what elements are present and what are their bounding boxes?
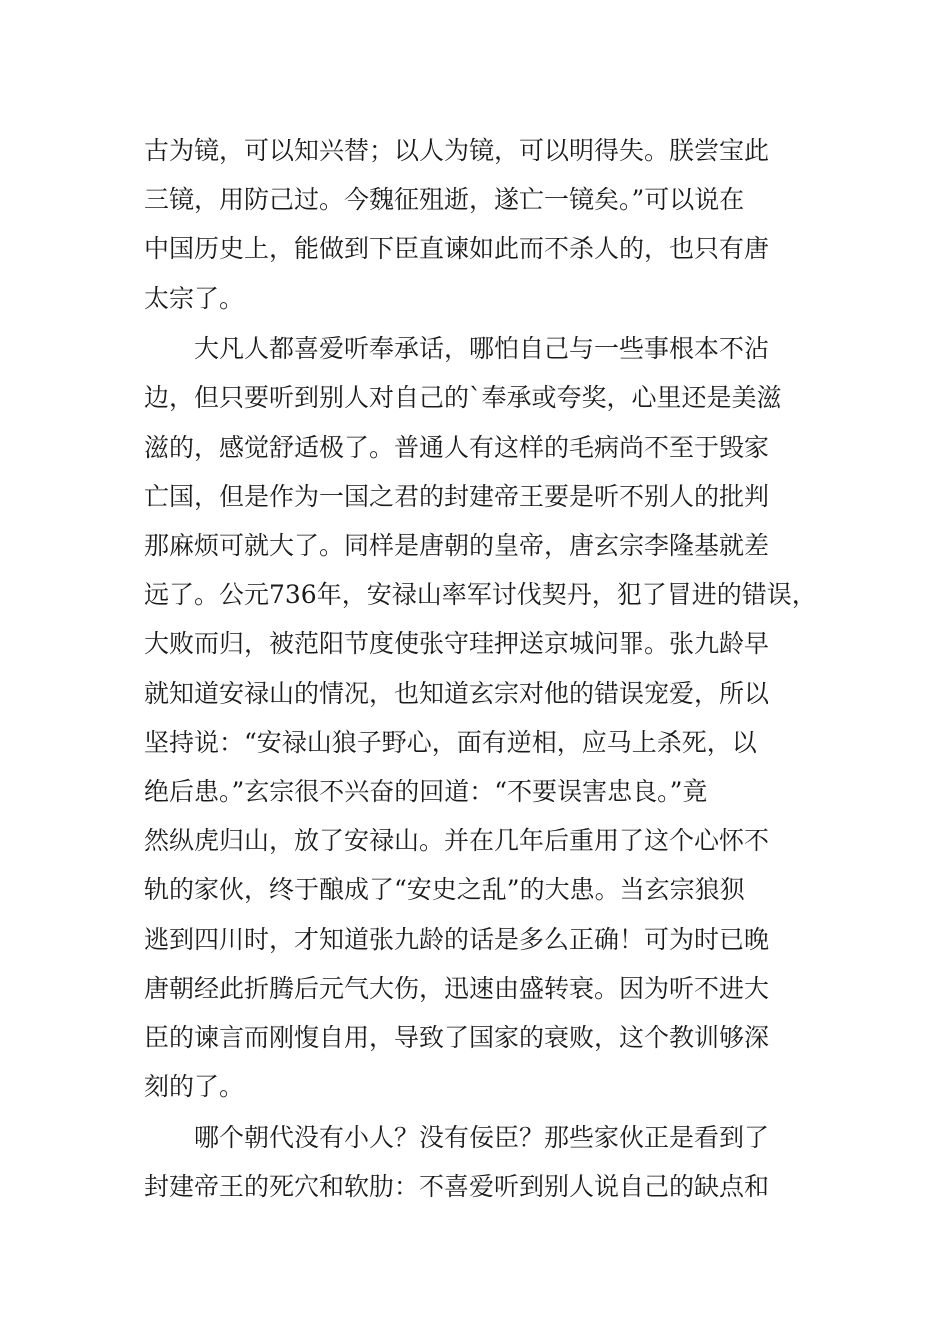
text-line: 远了。公元736年，安禄山率军讨伐契丹，犯了冒进的错误， xyxy=(144,580,817,610)
text-line: 古为镜，可以知兴替；以人为镜，可以明得失。朕尝宝此 xyxy=(144,136,770,165)
text-line: 绝后患。”玄宗很不兴奋的回道：“不要误害忠良。”竟 xyxy=(144,776,708,806)
body-text xyxy=(144,126,824,1211)
text-line: 边，但只要听到别人对自己的`奉承或夸奖，心里还是美滋 xyxy=(144,383,782,413)
text-line: 坚持说：“安禄山狼子野心，面有逆相，应马上杀死，以 xyxy=(144,727,757,757)
text-line: 大败而归，被范阳节度使张守珪押送京城问罪。张九龄早 xyxy=(144,629,770,659)
text-line: 逃到四川时，才知道张九龄的话是多么正确！可为时已晚 xyxy=(144,924,770,954)
text-line: 然纵虎归山，放了安禄山。并在几年后重用了这个心怀不 xyxy=(144,826,770,856)
text-line: 唐朝经此折腾后元气大伤，迅速由盛转衰。因为听不进大 xyxy=(144,973,770,1003)
text-line: 三镜，用防己过。今魏征殂逝，遂亡一镜矣。”可以说在 xyxy=(144,185,745,215)
text-line: 滋的，感觉舒适极了。普通人有这样的毛病尚不至于毁家 xyxy=(144,432,770,462)
text-line: 轨的家伙，终于酿成了“安史之乱”的大患。当玄宗狼狈 xyxy=(144,875,745,905)
text-line: 太宗了。 xyxy=(144,283,245,313)
text-line: 封建帝王的死穴和软肋：不喜爱听到别人说自己的缺点和 xyxy=(144,1171,770,1201)
text-line: 哪个朝代没有小人？没有佞臣？那些家伙正是看到了 xyxy=(144,1122,770,1152)
text-line: 亡国，但是作为一国之君的封建帝王要是听不别人的批判 xyxy=(144,481,770,511)
text-line: 那麻烦可就大了。同样是唐朝的皇帝，唐玄宗李隆基就差 xyxy=(144,531,770,560)
text-line: 大凡人都喜爱听奉承话，哪怕自己与一些事根本不沾 xyxy=(144,334,770,364)
text-line: 刻的了。 xyxy=(144,1072,245,1102)
text-line: 臣的谏言而刚愎自用，导致了国家的衰败，这个教训够深 xyxy=(144,1022,770,1052)
text-line: 就知道安禄山的情况，也知道玄宗对他的错误宠爱，所以 xyxy=(144,678,770,708)
text-line: 中国历史上，能做到下臣直谏如此而不杀人的，也只有唐 xyxy=(144,234,770,264)
